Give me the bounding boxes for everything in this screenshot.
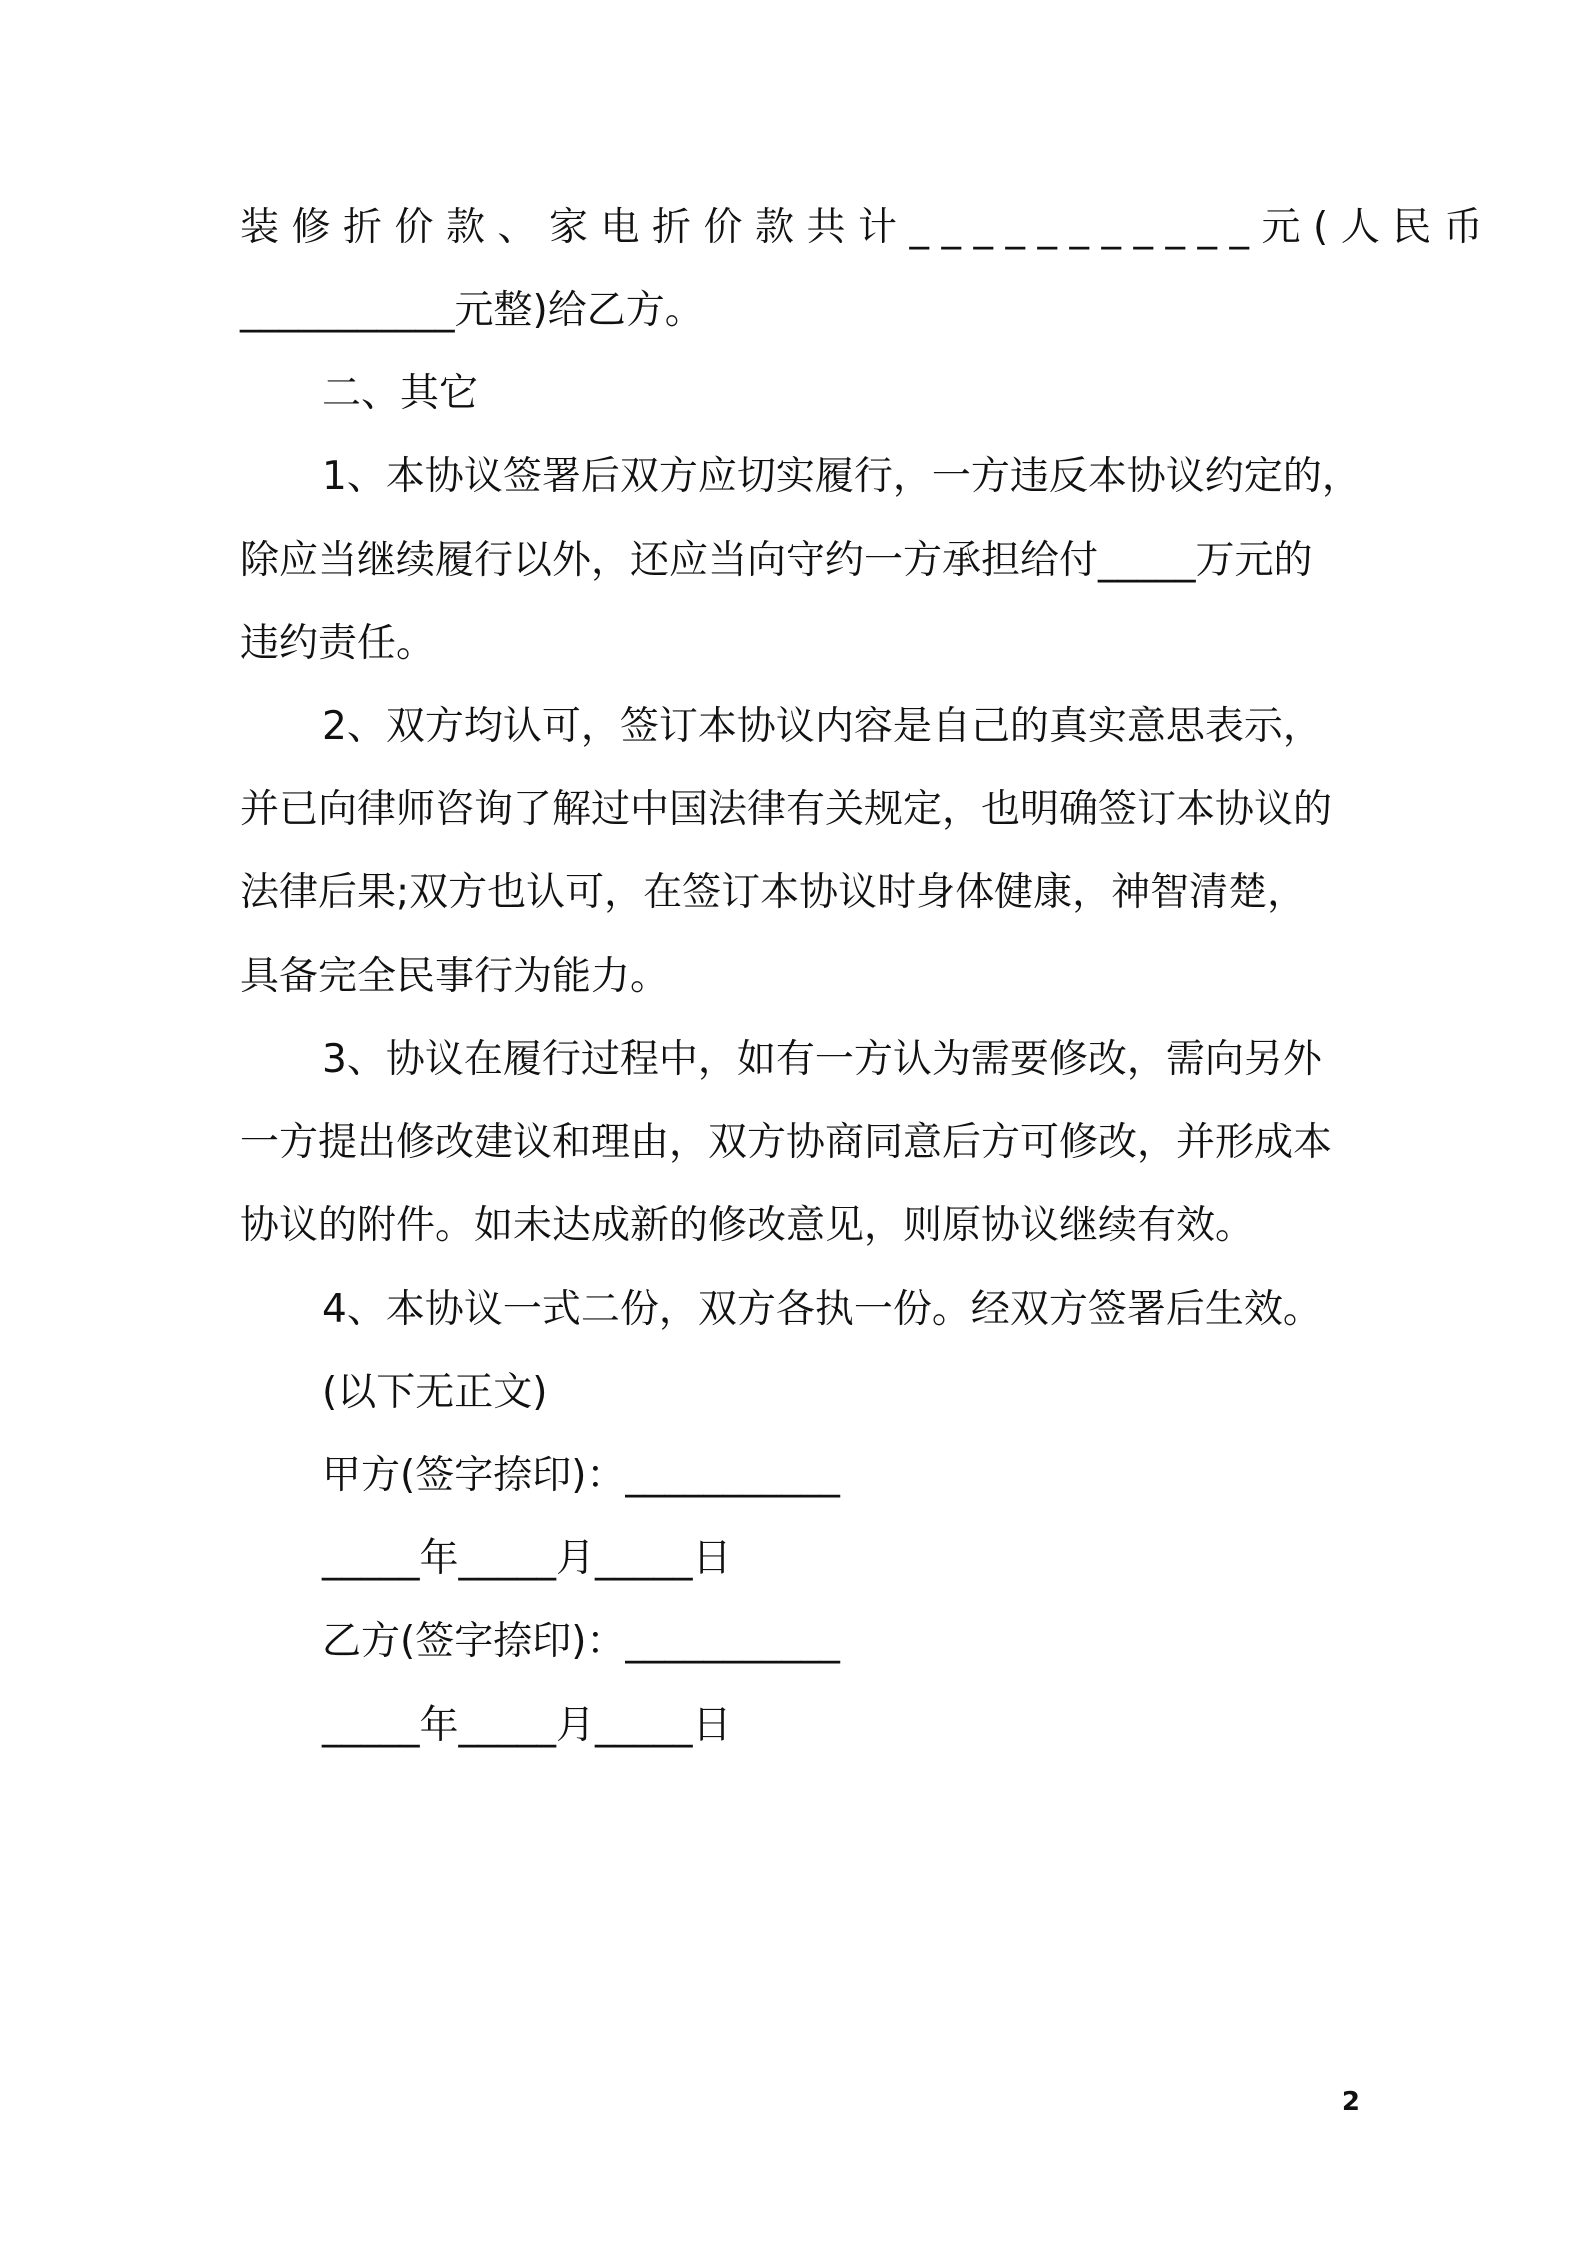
clause-2-line-3: 法律后果;双方也认可，在签订本协议时身体健康，神智清楚，	[240, 870, 1307, 915]
clause-2-line-1: 2、双方均认可，签订本协议内容是自己的真实意思表示，	[322, 704, 1322, 749]
clause-3-line-3: 协议的附件。如未达成新的修改意见，则原协议继续有效。	[240, 1203, 1255, 1248]
clause-2-line-4: 具备完全民事行为能力。	[240, 954, 670, 999]
clause-3-line-2: 一方提出修改建议和理由，双方协商同意后方可修改，并形成本	[240, 1120, 1333, 1165]
section-heading-other: 二、其它	[322, 371, 479, 416]
clause-3-line-1: 3、协议在履行过程中，如有一方认为需要修改，需向另外	[322, 1037, 1322, 1082]
paragraph-compensation-line-1: 装修折价款、家电折价款共计___________元(人民币	[240, 205, 1496, 250]
clause-1-line-3: 违约责任。	[240, 621, 436, 666]
party-a-signature-line: 甲方(签字捺印)：___________	[322, 1453, 840, 1498]
end-of-text-note: (以下无正文)	[322, 1370, 548, 1415]
party-a-date-line: _____年_____月_____日	[322, 1536, 732, 1581]
clause-1-line-1: 1、本协议签署后双方应切实履行，一方违反本协议约定的，	[322, 454, 1361, 499]
clause-4-line-1: 4、本协议一式二份，双方各执一份。经双方签署后生效。	[322, 1287, 1322, 1332]
paragraph-compensation-line-2: ___________元整)给乙方。	[240, 288, 704, 333]
clause-2-line-2: 并已向律师咨询了解过中国法律有关规定，也明确签订本协议的	[240, 787, 1333, 832]
party-b-date-line: _____年_____月_____日	[322, 1703, 732, 1748]
page-number: 2	[1341, 2087, 1360, 2117]
clause-1-line-2: 除应当继续履行以外，还应当向守约一方承担给付_____万元的	[240, 538, 1313, 583]
party-b-signature-line: 乙方(签字捺印)：___________	[322, 1619, 840, 1664]
